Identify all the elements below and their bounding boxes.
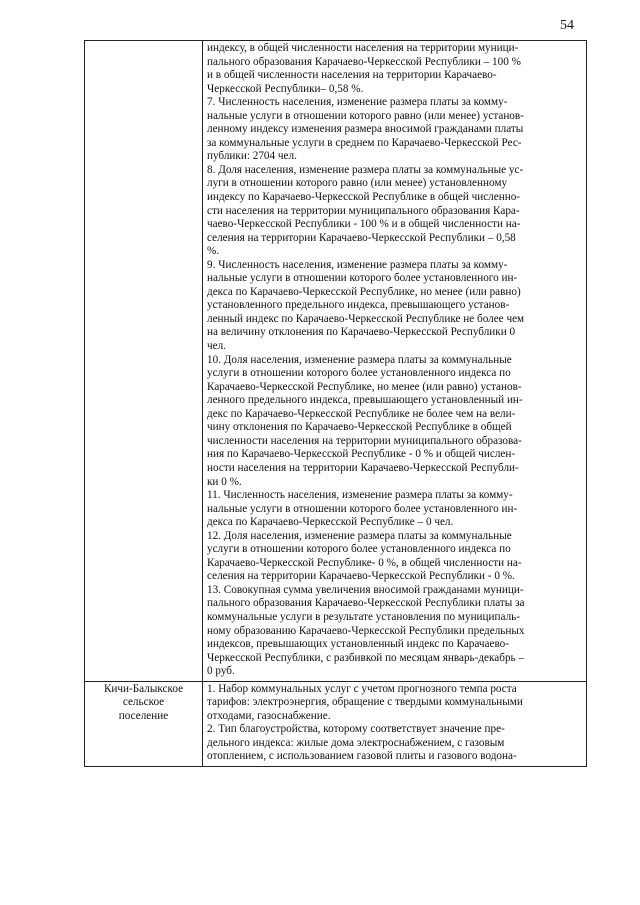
- text-line: установленного предельного индекса, превышающего установ-: [207, 299, 510, 312]
- indicators-cell: [203, 41, 587, 682]
- text-line: нальные услуги в отношении которого равно (или менее) установ-: [207, 109, 524, 122]
- text-line: декс по Карачаево-Черкесской Республике не более чем на вели-: [207, 407, 516, 420]
- table-row: [85, 41, 587, 682]
- text-line: публики: 2704 чел.: [207, 150, 297, 163]
- text-line: услуги в отношении которого более установленного индекса по: [207, 543, 511, 556]
- text-line: индексу по Карачаево-Черкесской Республике в общей численно-: [207, 191, 521, 204]
- text-line: ки 0 %.: [207, 475, 242, 488]
- page-number: 54: [560, 18, 574, 33]
- municipality-name-cell: [85, 681, 203, 766]
- text-line: коммунальные услуги в результате установления по муниципаль-: [207, 610, 520, 623]
- text-line: ленный индекс по Карачаево-Черкесской Республике не более чем: [207, 312, 525, 325]
- text-line: 8. Доля населения, изменение размера платы за коммунальные ус-: [207, 163, 524, 176]
- text-line: 9. Численность населения, изменение размера платы за комму-: [207, 258, 508, 271]
- indicators-cell: [203, 681, 587, 766]
- text-line: 7. Численность населения, изменение размера платы за комму-: [207, 96, 508, 109]
- text-line: за коммунальные услуги в среднем по Карачаево-Черкесской Рес-: [207, 136, 522, 149]
- text-line: Черкесской Республики, с разбивкой по месяцам январь-декабрь –: [207, 651, 525, 664]
- text-line: пального образования Карачаево-Черкесской Республики – 100 %: [207, 55, 521, 68]
- text-line: дельного индекса: жилые дома электроснабжением, с газовым: [207, 736, 505, 749]
- text-line: ному образованию Карачаево-Черкесской Республики предельных: [207, 624, 525, 637]
- text-line: луги в отношении которого равно (или менее) установленному: [207, 177, 508, 190]
- text-line: ленному индексу изменения размера вносимой гражданами платы: [207, 123, 524, 136]
- text-line: селения на территории Карачаево-Черкесской Республики - 0 %.: [207, 570, 515, 583]
- text-line: 0 руб.: [207, 665, 235, 678]
- text-line: индексу, в общей численности населения на территории муници-: [207, 42, 519, 54]
- text-line: Карачаево-Черкесской Республике, но менее (или равно) установ-: [207, 380, 522, 393]
- text-line: отоплением, с использованием газовой плиты и газового водона-: [207, 750, 517, 763]
- text-line: 13. Совокупная сумма увеличения вносимой гражданами муници-: [207, 583, 524, 596]
- text-line: сельское: [122, 696, 165, 709]
- text-line: нальные услуги в отношении которого более установленного ин-: [207, 502, 518, 515]
- text-line: индексов, превышающих установленный индекс по Карачаево-: [207, 638, 509, 651]
- text-line: отходами, газоснабжение.: [207, 709, 331, 722]
- text-line: и в общей численности населения на территории Карачаево-: [207, 69, 497, 82]
- text-line: 2. Тип благоустройства, которому соответствует значение пре-: [207, 723, 505, 736]
- text-line: тарифов: электроэнергия, обращение с твердыми коммунальными: [207, 696, 523, 709]
- text-line: 1. Набор коммунальных услуг с учетом прогнозного темпа роста: [207, 682, 517, 695]
- text-line: ния по Карачаево-Черкесской Республике - 0 % и общей числен-: [207, 448, 516, 461]
- text-line: %.: [207, 245, 220, 258]
- table-row: [85, 681, 587, 766]
- text-line: декса по Карачаево-Черкесской Республике – 0 чел.: [207, 516, 454, 529]
- municipality-name-cell: [85, 41, 203, 682]
- text-line: Черкесской Республики– 0,58 %.: [207, 82, 364, 95]
- text-line: чаево-Черкесской Республики - 100 % и в общей численности на-: [207, 218, 521, 231]
- text-line: на величину отклонения по Карачаево-Черкесской Республики 0: [207, 326, 516, 339]
- text-line: 11. Численность населения, изменение размера платы за комму-: [207, 489, 513, 502]
- text-line: нальные услуги в отношении которого более установленного ин-: [207, 272, 518, 285]
- text-line: ленного предельного индекса, превышающего установленный ин-: [207, 394, 523, 407]
- text-line: численности населения на территории муниципального образова-: [207, 434, 522, 447]
- indices-table: [84, 40, 587, 767]
- text-line: Карачаево-Черкесской Республике- 0 %, в общей численности на-: [207, 556, 522, 569]
- text-line: 12. Доля населения, изменение размера платы за коммунальные: [207, 529, 512, 542]
- text-line: чел.: [207, 340, 226, 353]
- text-line: услуги в отношении которого более установленного индекса по: [207, 367, 511, 380]
- text-line: селения на территории Карачаево-Черкесской Республики – 0,58: [207, 231, 516, 244]
- text-line: сти населения на территории муниципального образования Кара-: [207, 204, 520, 217]
- text-line: Кичи-Балыкское: [103, 682, 184, 695]
- text-line: 10. Доля населения, изменение размера платы за коммунальные: [207, 353, 512, 366]
- text-line: ности населения на территории Карачаево-Черкесской Республи-: [207, 461, 519, 474]
- text-line: чину отклонения по Карачаево-Черкесской Республике в общей: [207, 421, 512, 434]
- text-line: декса по Карачаево-Черкесской Республике, но менее (или равно): [207, 285, 521, 298]
- text-line: пального образования Карачаево-Черкесской Республики платы за: [207, 597, 525, 610]
- text-line: поселение: [118, 709, 169, 722]
